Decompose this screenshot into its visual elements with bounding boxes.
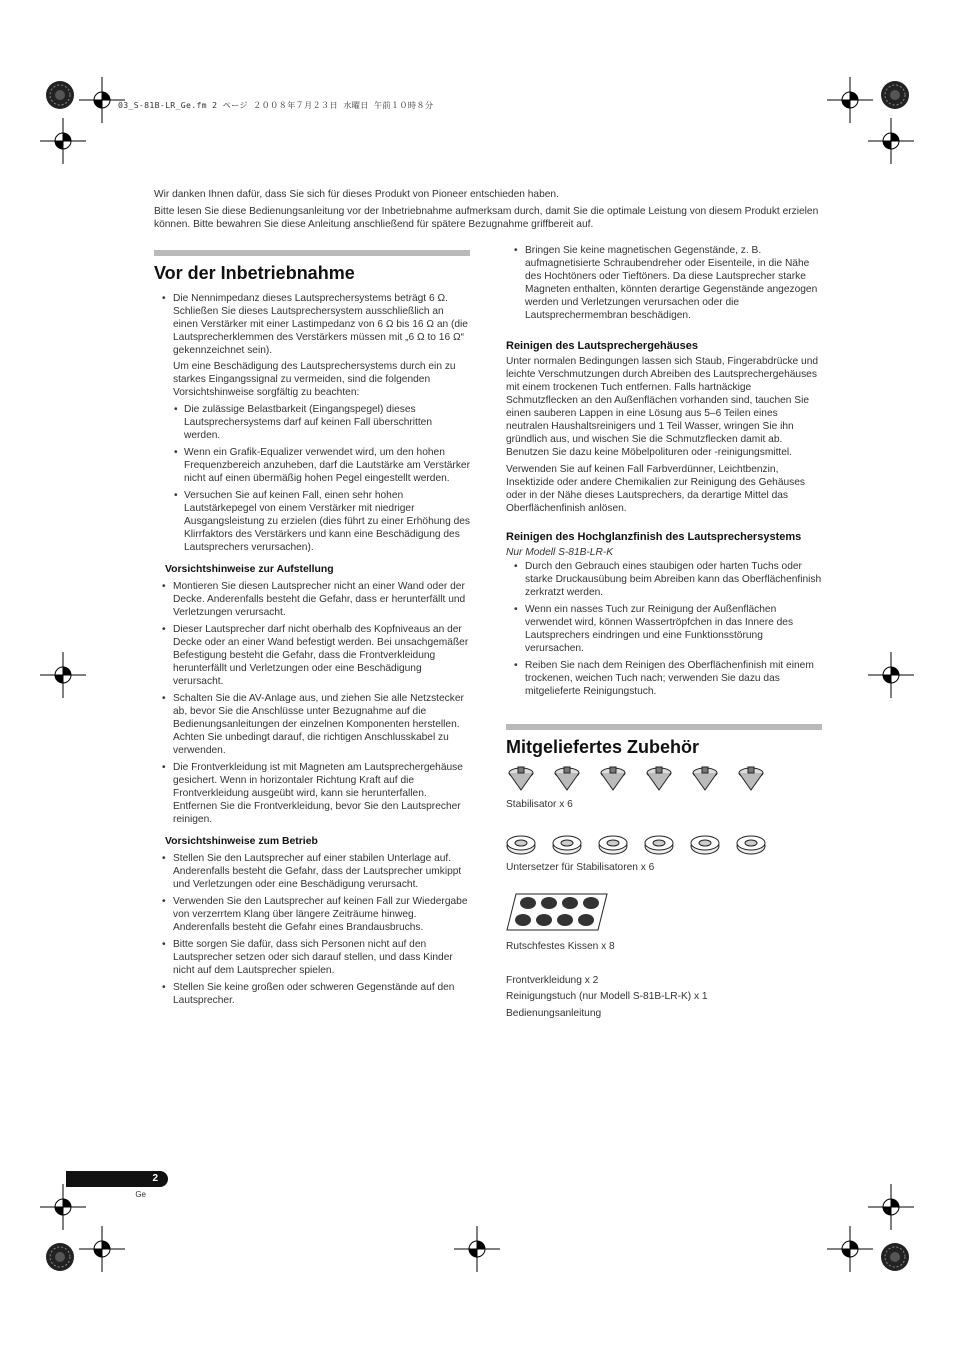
- coaster-icon: [598, 835, 628, 855]
- registration-crosshair-icon: [454, 1226, 500, 1272]
- body-paragraph: Unter normalen Bedingungen lassen sich Staub, Fingerabdrücke und leichte Verschmutzungen durch Abreiben des Lautsprechergehäuses mit einem trockenen Tuch entfernen. Falls hartnäckige Schmutzflecken an den Außenflächen vorhanden sind, tauchen Sie einen sauberen Lappen in eine Lösung aus 5–6 Teilen eines neutralen Haushaltsreinigers und 1 Teil Wasser, wringen Sie ihn gründlich aus, und wischen Sie die Schmutzflecken damit ab. Benutzen Sie dazu keine Möbelpolituren oder -reinigungsmittel.: [506, 356, 819, 458]
- section-divider: [154, 250, 470, 256]
- accessory-caption: Rutschfestes Kissen x 8: [506, 941, 615, 952]
- impedance-text: Die Nennimpedanz dieses Lautsprechersystems beträgt 6 Ω. Schließen Sie dieses Lautsprechersystem ausschließlich an einen Verstärker mit einer Lastimpedanz von 6 Ω bis 16 Ω an (die Lautsprecherklemmen des Verstärkers müssen mit „6 Ω to 16 Ω“ gekennzeichnet sein).: [173, 293, 468, 356]
- registration-crosshair-icon: [827, 1226, 873, 1272]
- page-language: Ge: [135, 1190, 146, 1199]
- setup-list: [154, 580, 470, 826]
- list-item: • Durch den Gebrauch eines staubigen oder harten Tuchs oder starke Druckausübung beim Abreiben kann das Oberflächenfinish zerkratzt werden.: [506, 560, 822, 599]
- impedance-continuation: Um eine Beschädigung des Lautsprechersystems durch ein zu starkes Eingangssignal zu vermeiden, sind die folgenden Vorsichtshinweise sorgfältig zu beachten:: [173, 361, 456, 398]
- stabilizer-icon: [598, 766, 628, 792]
- left-column: [154, 250, 470, 1011]
- list-item: • Schalten Sie die AV-Anlage aus, und ziehen Sie alle Netzstecker ab, bevor Sie die Anschlüsse unter Bezugnahme auf die Bedienungsanleitungen der einzelnen Komponenten herstellen. Achten Sie unbedingt darauf, die richtigen Anschlusskabel zu verwenden.: [154, 692, 470, 757]
- file-header-line: 03_S-81B-LR_Ge.fm 2 ページ ２００８年７月２３日 水曜日 午前１０時８分: [118, 100, 434, 110]
- registration-crosshair-icon: [868, 118, 914, 164]
- extras-list: [506, 974, 822, 1020]
- sub-list: [173, 403, 470, 554]
- list-item: • Verwenden Sie den Lautsprecher auf keinen Fall zur Wiedergabe von verzerrtem Klang über längere Zeiträume hinweg. Anderenfalls besteht die Gefahr eines Brandausbruchs.: [154, 895, 470, 934]
- list-item: Bedienungsanleitung: [506, 1008, 602, 1019]
- registration-crosshair-icon: [40, 118, 86, 164]
- list-item: • Bitte sorgen Sie dafür, dass sich Personen nicht auf den Lautsprecher setzen oder sich darauf stellen, und dass Kinder nicht auf dem Lautsprecher spielen.: [154, 938, 470, 977]
- stabilizer-icon: [736, 766, 766, 792]
- registration-crosshair-icon: [868, 652, 914, 698]
- subsection-title: Reinigen des Hochglanzfinish des Lautsprechersystems: [506, 531, 802, 543]
- pad-sheet-icon: [506, 892, 608, 932]
- section-title: Vor der Inbetriebnahme: [154, 263, 355, 283]
- list-item: • Wenn ein nasses Tuch zur Reinigung der Außenflächen verwendet wird, können Wassertröpfchen in das Innere des Lautsprechers eindringen und eine Funktionsstörung verursachen.: [506, 603, 822, 655]
- sub-list-item: • Wenn ein Grafik-Equalizer verwendet wird, um den hohen Frequenzbereich anzuheben, darf die Lautstärke am Verstärker nicht auf einen übermäßig hohen Pegel eingestellt werden.: [173, 446, 470, 485]
- list-item: • Reiben Sie nach dem Reinigen des Oberflächenfinish mit einem trockenen, weichen Tuch nach; verwenden Sie dazu das mitgelieferte Reinigungstuch.: [506, 659, 822, 698]
- coaster-icon: [506, 835, 536, 855]
- section-title: Mitgeliefertes Zubehör: [506, 737, 700, 757]
- registration-crosshair-icon: [868, 1184, 914, 1230]
- impedance-list: [154, 292, 470, 554]
- registration-disc-icon: [45, 80, 75, 110]
- list-item: [154, 292, 470, 554]
- list-item: Frontverkleidung x 2: [506, 975, 599, 986]
- coaster-images: [506, 835, 822, 855]
- stabilizer-icon: [506, 766, 536, 792]
- section-divider: [506, 724, 822, 730]
- coaster-icon: [552, 835, 582, 855]
- registration-disc-icon: [880, 80, 910, 110]
- gloss-list: [506, 560, 822, 698]
- registration-crosshair-icon: [79, 1226, 125, 1272]
- model-note: Nur Modell S-81B-LR-K: [506, 547, 614, 558]
- intro-paragraph: Wir danken Ihnen dafür, dass Sie sich für dieses Produkt von Pioneer entschieden haben.: [154, 189, 559, 200]
- stabilizer-icon: [644, 766, 674, 792]
- subsection-title: Vorsichtshinweise zur Aufstellung: [165, 564, 334, 575]
- registration-crosshair-icon: [827, 77, 873, 123]
- list-item: • Montieren Sie diesen Lautsprecher nicht an einer Wand oder der Decke. Anderenfalls besteht die Gefahr, dass er herunterfällt und Verletzungen verursacht.: [154, 580, 470, 619]
- sub-list-item: • Die zulässige Belastbarkeit (Eingangspegel) dieses Lautsprechersystems darf auf keinen Fall überschritten werden.: [173, 403, 470, 442]
- magnet-list: [506, 244, 822, 322]
- accessory-caption: Stabilisator x 6: [506, 799, 573, 810]
- subsection-title: Reinigen des Lautsprechergehäuses: [506, 340, 698, 352]
- right-column: [506, 244, 822, 1023]
- pad-image: [506, 892, 822, 936]
- list-item: • Stellen Sie den Lautsprecher auf einer stabilen Unterlage auf. Anderenfalls besteht die Gefahr, dass der Lautsprecher umkippt und Verletzungen oder eine Beschädigung verursacht.: [154, 852, 470, 891]
- coaster-icon: [690, 835, 720, 855]
- subsection-title: Vorsichtshinweise zum Betrieb: [165, 836, 318, 847]
- coaster-icon: [644, 835, 674, 855]
- body-paragraph: Verwenden Sie auf keinen Fall Farbverdünner, Leichtbenzin, Insektizide oder andere Chemikalien zur Reinigung des Gehäuses oder in der Nähe dieses Lautsprechers, da derartige Mittel das Oberflächenfinish anlösen.: [506, 464, 806, 514]
- registration-crosshair-icon: [40, 1184, 86, 1230]
- accessory-caption: Untersetzer für Stabilisatoren x 6: [506, 862, 655, 873]
- stabilizer-icon: [552, 766, 582, 792]
- intro: [154, 188, 824, 235]
- registration-disc-icon: [45, 1242, 75, 1272]
- stabilizer-icon: [690, 766, 720, 792]
- page-number: 2: [152, 1173, 158, 1184]
- list-item: • Die Frontverkleidung ist mit Magneten am Lautsprechergehäuse gesichert. Wenn in horizontaler Richtung Kraft auf die Frontverkleidung ausgeübt wird, kann sie herunterfallen. Entfernen Sie die Frontverkleidung, bevor Sie den Lautsprecher reinigen.: [154, 761, 470, 826]
- coaster-icon: [736, 835, 766, 855]
- list-item: • Stellen Sie keine großen oder schweren Gegenstände auf den Lautsprecher.: [154, 981, 470, 1007]
- stabilizer-images: [506, 766, 822, 792]
- operation-list: [154, 852, 470, 1007]
- registration-crosshair-icon: [40, 652, 86, 698]
- list-item: • Bringen Sie keine magnetischen Gegenstände, z. B. aufmagnetisierte Schraubendreher oder Eisenteile, in die Nähe des Hochtöners oder Tieftöners. Da diese Lautsprecher starke Magneten enthalten, könnten derartige Gegenstände angezogen werden und Verletzungen verursachen oder die Lautsprechermembran beschädigen.: [506, 244, 822, 322]
- sub-list-item: • Versuchen Sie auf keinen Fall, einen sehr hohen Lautstärkepegel von einem Verstärker mit niedriger Ausgangsleistung zu erzielen (dies führt zu einer Erhöhung des Klirrfaktors des Verstärkers und kann eine Beschädigung des Lautsprechers verursachen).: [173, 489, 470, 554]
- intro-paragraph: Bitte lesen Sie diese Bedienungsanleitung vor der Inbetriebnahme aufmerksam durch, damit Sie die optimale Leistung von diesem Produkt erzielen können. Bitte bewahren Sie diese Anleitung anschließend für spätere Bezugnahme griffbereit auf.: [154, 206, 819, 230]
- list-item: Reinigungstuch (nur Modell S-81B-LR-K) x 1: [506, 991, 708, 1002]
- list-item: • Dieser Lautsprecher darf nicht oberhalb des Kopfniveaus an der Decke oder an einer Wand befestigt werden. Bei unsachgemäßer Befestigung besteht die Gefahr, dass die Frontverkleidung herunterfällt und Verletzungen oder eine Beschädigung verursacht.: [154, 623, 470, 688]
- registration-disc-icon: [880, 1242, 910, 1272]
